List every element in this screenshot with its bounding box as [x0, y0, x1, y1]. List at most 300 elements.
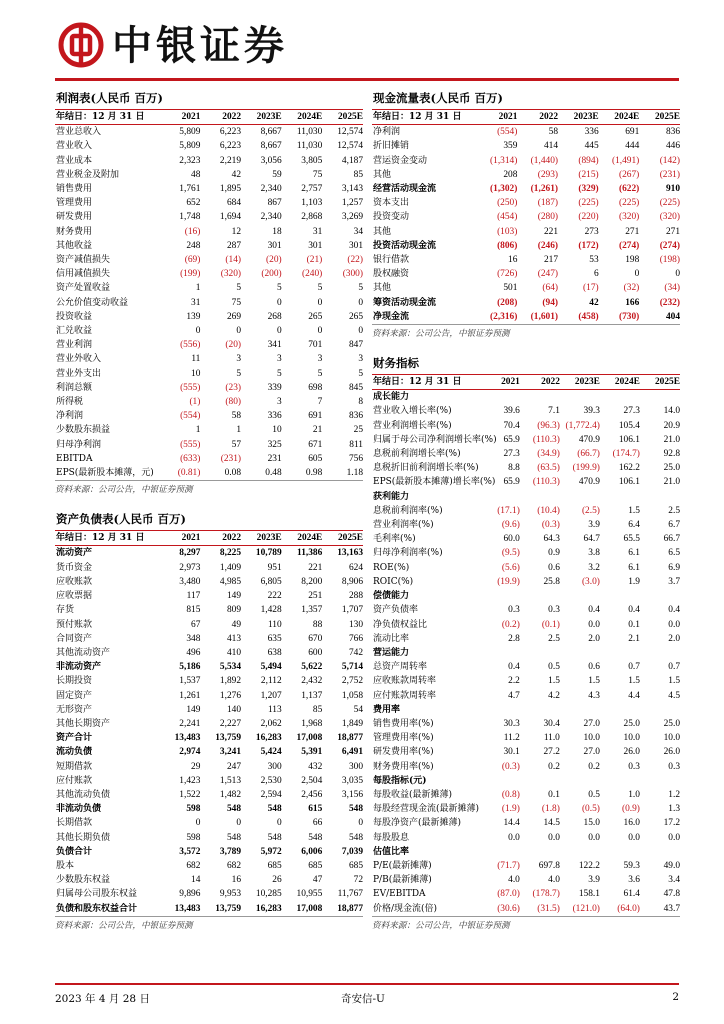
row-value: 3: [236, 354, 242, 365]
table-row: [372, 490, 680, 504]
row-value: 30.4: [543, 718, 560, 729]
row-value: 70.4: [503, 420, 520, 431]
row-value: 66.7: [663, 534, 680, 545]
row-value: 21.0: [663, 434, 680, 445]
row-label: 财务费用率(%): [373, 761, 434, 772]
table-row: [55, 310, 363, 324]
cashflow-table: [372, 110, 680, 324]
row-value: (17): [583, 283, 599, 294]
row-value: 10.0: [663, 733, 680, 744]
row-value: [600, 390, 640, 405]
row-value: 0: [675, 269, 680, 280]
row-value: 0.7: [668, 662, 680, 673]
table-row: [372, 225, 680, 239]
table-row: [55, 324, 363, 338]
row-value: 5,714: [341, 662, 363, 673]
row-value: 2.5: [668, 505, 680, 516]
row-value: (320): [220, 269, 242, 280]
row-value: (121.0): [572, 903, 600, 914]
row-value: 3,035: [341, 775, 363, 786]
header-year: 2022: [200, 110, 241, 125]
row-value: (10.4): [537, 505, 560, 516]
table-row: [372, 859, 680, 873]
row-value: 2,973: [179, 562, 201, 573]
table-row: [55, 239, 363, 253]
row-value: 3.6: [628, 875, 640, 886]
table-row: [372, 310, 680, 324]
row-value: 5,809: [179, 141, 201, 152]
row-value: 0.7: [628, 662, 640, 673]
table-row: [55, 139, 363, 153]
row-value: 766: [348, 633, 363, 644]
row-value: 13,163: [337, 548, 363, 559]
row-value: 11,767: [337, 889, 363, 900]
row-value: 2,504: [301, 775, 323, 786]
table-row: [372, 125, 680, 140]
header-label: 年结日：12 月 31 日: [372, 375, 480, 390]
table-row: [55, 887, 363, 901]
row-value: 5,809: [179, 127, 201, 138]
row-value: 0.5: [548, 662, 560, 673]
table-row: [55, 618, 363, 632]
row-value: 635: [267, 633, 282, 644]
row-value: 671: [308, 439, 323, 450]
row-value: 811: [349, 439, 363, 450]
row-value: 6.7: [668, 520, 680, 531]
row-value: (894): [578, 155, 599, 166]
row-value: 60.0: [503, 534, 520, 545]
table-row: [55, 395, 363, 409]
row-value: 0.0: [628, 832, 640, 843]
row-value: 1: [236, 425, 242, 436]
row-value: 10: [272, 425, 282, 436]
header-label: 年结日：12 月 31 日: [55, 531, 160, 546]
cashflow-statement: [372, 90, 680, 341]
row-value: (225): [659, 198, 680, 209]
row-value: 4.4: [628, 690, 640, 701]
row-value: 0.1: [548, 789, 560, 800]
row-label: 估值比率: [373, 846, 410, 857]
bank-of-china-logo-icon: [58, 22, 104, 68]
row-value: 18,877: [337, 903, 363, 914]
row-value: 0.6: [548, 562, 560, 573]
row-value: (320): [659, 212, 680, 223]
row-value: 14.0: [663, 406, 680, 417]
table-row: [55, 253, 363, 267]
table-row: [372, 296, 680, 310]
row-label: 资产减值损失: [56, 255, 111, 266]
row-value: 2.1: [628, 633, 640, 644]
row-value: 92.8: [663, 449, 680, 460]
row-value: 4,187: [341, 155, 363, 166]
row-value: (280): [537, 212, 559, 223]
row-value: 1.18: [346, 468, 363, 479]
row-value: 339: [267, 382, 282, 393]
row-value: 106.1: [618, 477, 640, 488]
row-value: (200): [261, 269, 282, 280]
row-value: 2,868: [301, 212, 323, 223]
row-value: 446: [665, 141, 680, 152]
row-value: 742: [348, 647, 363, 658]
row-value: 248: [186, 240, 201, 251]
row-value: 1,522: [179, 789, 201, 800]
row-value: 11,386: [297, 548, 323, 559]
row-value: 58: [548, 127, 559, 138]
row-value: 0.98: [305, 468, 323, 479]
row-label: 应付账款: [56, 775, 93, 786]
header-year: 2023E: [560, 375, 600, 390]
cashflow-title: 现金流量表(人民币 百万): [372, 90, 680, 110]
row-value: 1,428: [260, 605, 282, 616]
row-value: 1,707: [341, 605, 363, 616]
row-value: 1,257: [341, 198, 363, 209]
row-value: 836: [665, 127, 680, 138]
row-label: 股本: [56, 860, 75, 871]
row-value: 268: [267, 311, 282, 322]
left-column: [55, 90, 363, 933]
row-label: 投资变动: [373, 212, 410, 223]
header-year: 2025E: [640, 375, 680, 390]
row-value: 1,482: [219, 789, 242, 800]
table-row: [372, 618, 680, 632]
row-value: (30.6): [497, 903, 520, 914]
row-label: 管理费用率(%): [373, 733, 434, 744]
table-row: [55, 182, 363, 196]
row-value: 21.0: [663, 477, 680, 488]
table-row: [55, 816, 363, 830]
row-label: ROE(%): [373, 562, 410, 573]
row-value: (20): [266, 255, 282, 266]
row-value: 34: [353, 226, 363, 237]
table-row: [372, 831, 680, 845]
row-value: (293): [537, 169, 559, 180]
row-value: 14.5: [543, 818, 560, 829]
row-value: 25.0: [663, 718, 680, 729]
table-row: [55, 196, 363, 210]
header-divider: [55, 78, 679, 81]
row-value: (0.8): [501, 789, 520, 800]
row-value: 2,974: [179, 747, 201, 758]
row-value: 27.2: [543, 747, 560, 758]
row-label: 货币资金: [56, 562, 93, 573]
row-value: 1.5: [628, 676, 640, 687]
row-value: 17,008: [296, 733, 323, 744]
row-value: (63.5): [537, 463, 560, 474]
table-row: [55, 760, 363, 774]
row-value: 3,805: [301, 155, 323, 166]
row-value: (34): [664, 283, 680, 294]
row-label: EPS(最新股本摊薄)增长率(%): [373, 477, 496, 488]
row-value: [480, 646, 520, 660]
row-value: (0.81): [177, 468, 201, 479]
row-value: 288: [348, 591, 363, 602]
table-row: [55, 589, 363, 603]
row-value: 221: [308, 562, 323, 573]
table-row: [55, 210, 363, 224]
row-value: 4.0: [508, 875, 520, 886]
row-label: 少数股东权益: [56, 875, 111, 886]
footer-company: 奇安信-U: [341, 993, 385, 1005]
table-row: [372, 518, 680, 532]
row-value: (199): [180, 269, 201, 280]
row-value: 548: [267, 804, 282, 815]
row-value: [640, 703, 680, 717]
row-label: 公允价值变动收益: [56, 297, 129, 308]
row-value: 29: [191, 761, 201, 772]
table-row: [372, 475, 680, 489]
row-value: [600, 845, 640, 859]
row-value: 26: [272, 875, 282, 886]
row-value: [600, 703, 640, 717]
row-value: 6,006: [301, 846, 323, 857]
row-value: [520, 774, 560, 788]
row-value: 8,667: [260, 141, 282, 152]
row-value: (231): [659, 169, 680, 180]
income-table: [55, 110, 363, 480]
row-value: 2,530: [260, 775, 282, 786]
row-value: 697.8: [538, 860, 560, 871]
income-title: 利润表(人民币 百万): [55, 90, 363, 110]
row-value: (225): [618, 198, 640, 209]
table-header-row: [55, 531, 363, 546]
row-value: 11,030: [296, 141, 323, 152]
row-label: 其他流动资产: [56, 647, 111, 658]
table-row: [372, 253, 680, 267]
table-row: [55, 902, 363, 916]
row-value: (555): [180, 382, 201, 393]
table-row: [372, 660, 680, 674]
row-value: 149: [186, 704, 201, 715]
row-value: 0: [276, 326, 282, 337]
row-value: 0.3: [508, 605, 520, 616]
row-value: [560, 774, 600, 788]
row-value: (208): [497, 297, 518, 308]
row-label: 营运能力: [373, 647, 410, 658]
row-label: 非流动负债: [56, 804, 102, 815]
row-label: 营业利润率(%): [373, 520, 434, 531]
row-value: 809: [226, 605, 242, 616]
row-value: (96.3): [537, 420, 560, 431]
row-value: 27.0: [583, 718, 600, 729]
row-value: 25: [353, 425, 363, 436]
row-value: 548: [226, 832, 242, 843]
table-row: [372, 845, 680, 859]
row-value: 17,008: [296, 903, 323, 914]
row-label: 应收票据: [56, 591, 93, 602]
row-label: 营业利润: [56, 340, 93, 351]
row-value: 122.2: [578, 860, 600, 871]
row-label: 流动比率: [373, 633, 410, 644]
row-value: 8,200: [301, 576, 323, 587]
row-value: 301: [308, 240, 323, 251]
row-value: [560, 390, 600, 405]
row-value: [520, 845, 560, 859]
row-value: 88: [312, 619, 323, 630]
row-value: 548: [226, 804, 242, 815]
row-value: (231): [220, 453, 242, 464]
row-value: 6.1: [628, 548, 640, 559]
row-value: 6.5: [668, 548, 680, 559]
row-value: 1: [195, 425, 201, 436]
income-source: 资料来源：公司公告，中银证券预测: [55, 480, 363, 497]
row-value: 5,424: [260, 747, 282, 758]
row-value: (0.5): [581, 804, 600, 815]
row-value: 624: [348, 562, 363, 573]
row-value: (246): [537, 240, 559, 251]
row-value: 4,985: [219, 576, 242, 587]
table-row: [55, 873, 363, 887]
row-value: [480, 589, 520, 603]
table-row: [372, 575, 680, 589]
row-value: 685: [308, 860, 323, 871]
balance-sheet: [55, 511, 363, 932]
row-value: 251: [308, 591, 323, 602]
row-value: 39.3: [583, 406, 600, 417]
row-value: [560, 703, 600, 717]
row-label: 营业收入增长率(%): [373, 406, 452, 417]
table-row: [372, 873, 680, 887]
row-value: (0.1): [541, 619, 560, 630]
row-value: 271: [625, 226, 640, 237]
row-value: 271: [665, 226, 680, 237]
row-value: 5: [236, 283, 242, 294]
row-value: (1,601): [530, 311, 559, 322]
row-label: 无形资产: [56, 704, 93, 715]
row-value: 701: [308, 340, 323, 351]
row-value: 5,494: [260, 662, 282, 673]
row-value: 65.5: [623, 534, 640, 545]
row-value: 5,186: [179, 662, 201, 673]
row-value: [560, 845, 600, 859]
header-year: 2024E: [282, 110, 323, 125]
row-value: (178.7): [532, 889, 560, 900]
row-value: 15.0: [583, 818, 600, 829]
row-value: 72: [353, 875, 363, 886]
row-value: (103): [497, 226, 518, 237]
row-label: 净利润: [56, 411, 84, 422]
row-value: 7: [317, 397, 323, 408]
row-value: 11.2: [503, 733, 520, 744]
row-value: 910: [665, 184, 680, 195]
row-value: 1.0: [628, 789, 640, 800]
row-value: 2,227: [219, 718, 242, 729]
row-value: (806): [497, 240, 518, 251]
row-value: 1,357: [301, 605, 323, 616]
table-row: [55, 381, 363, 395]
row-value: 0.0: [588, 619, 600, 630]
row-value: 836: [348, 411, 363, 422]
row-label: 负债合计: [56, 846, 93, 857]
row-value: (94): [542, 297, 559, 308]
row-label: 营业成本: [56, 155, 93, 166]
row-value: (199.9): [572, 463, 600, 474]
table-row: [55, 466, 363, 480]
row-label: 获利能力: [373, 491, 410, 502]
row-value: 64.7: [583, 534, 600, 545]
table-row: [372, 433, 680, 447]
row-value: 685: [348, 860, 363, 871]
row-value: 14.4: [503, 818, 520, 829]
row-label: 销售费用率(%): [373, 718, 434, 729]
row-label: 总资产周转率: [373, 662, 428, 673]
row-value: 0.3: [548, 605, 560, 616]
row-value: 2.0: [668, 633, 680, 644]
row-value: 414: [543, 141, 559, 152]
row-value: [600, 490, 640, 504]
row-value: 0: [236, 818, 242, 829]
row-value: 348: [186, 633, 201, 644]
row-value: 47.8: [663, 889, 680, 900]
row-value: 2.0: [588, 633, 600, 644]
row-value: 3.9: [588, 520, 600, 531]
row-value: (247): [537, 269, 559, 280]
table-row: [372, 196, 680, 210]
table-row: [55, 154, 363, 168]
row-value: 0: [317, 297, 323, 308]
row-label: 投资活动现金流: [373, 240, 437, 251]
table-row: [372, 546, 680, 560]
row-label: 折旧摊销: [373, 141, 410, 152]
table-row: [55, 267, 363, 281]
row-value: 325: [267, 439, 282, 450]
row-value: 0: [634, 269, 640, 280]
row-value: 269: [226, 311, 242, 322]
row-value: 0.6: [588, 662, 600, 673]
row-value: 3: [317, 354, 323, 365]
row-value: (21): [306, 255, 323, 266]
table-header-row: [372, 375, 680, 390]
row-value: 265: [308, 311, 323, 322]
table-row: [55, 689, 363, 703]
row-value: 11.0: [543, 733, 560, 744]
row-value: (454): [497, 212, 518, 223]
row-value: 4.0: [548, 875, 560, 886]
header-year: 2023E: [558, 110, 599, 125]
row-value: 2.5: [548, 633, 560, 644]
row-value: 698: [308, 382, 323, 393]
row-label: EV/EBITDA: [373, 889, 426, 900]
row-value: 12: [231, 226, 242, 237]
row-value: 17.2: [663, 818, 680, 829]
row-value: 5: [276, 283, 282, 294]
table-row: [372, 447, 680, 461]
row-value: 10: [191, 368, 201, 379]
row-value: 2,241: [179, 718, 201, 729]
header-year: 2025E: [322, 531, 363, 546]
row-value: (9.6): [501, 520, 520, 531]
table-row: [372, 731, 680, 745]
row-label: 每股经营现金流(最新摊薄): [373, 804, 480, 815]
row-value: 3,480: [179, 576, 201, 587]
row-value: [640, 774, 680, 788]
row-value: 638: [267, 647, 282, 658]
row-value: [520, 646, 560, 660]
cashflow-source: 资料来源：公司公告，中银证券预测: [372, 324, 680, 341]
ratios-source: 资料来源：公司公告，中银证券预测: [372, 916, 680, 933]
ratios-table: [372, 375, 680, 916]
row-value: (71.7): [497, 860, 520, 871]
row-value: (87.0): [497, 889, 520, 900]
row-value: (174.7): [612, 449, 640, 460]
row-value: 65.9: [503, 477, 520, 488]
row-label: 投资收益: [56, 311, 93, 322]
row-value: (1,440): [530, 155, 559, 166]
row-label: 营业外支出: [56, 368, 102, 379]
row-value: (32): [623, 283, 640, 294]
row-label: 合同资产: [56, 633, 93, 644]
row-value: 598: [186, 832, 201, 843]
row-label: 成长能力: [373, 392, 410, 403]
